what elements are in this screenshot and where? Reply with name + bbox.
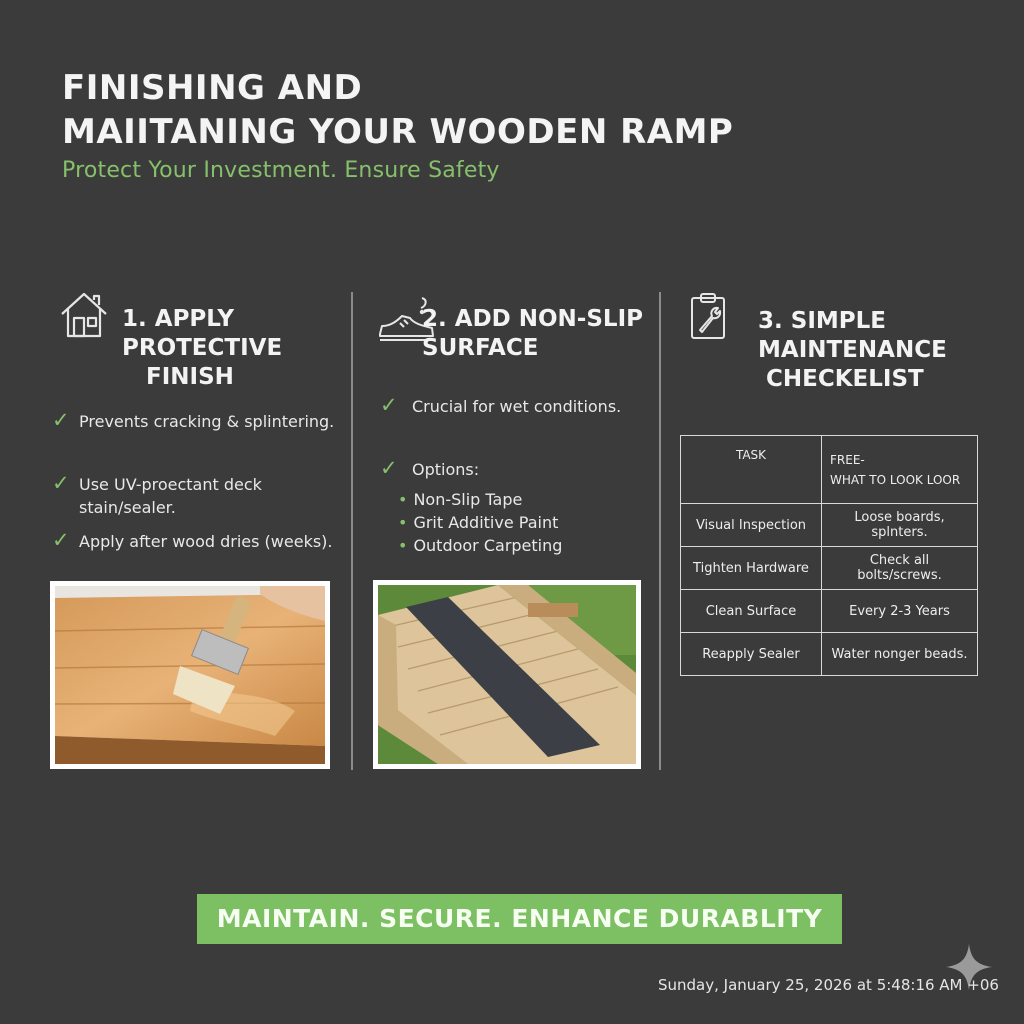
task-cell: Visual Inspection — [681, 504, 822, 547]
check-icon: ✓ — [52, 471, 70, 495]
column-1-title — [122, 305, 282, 392]
table-row — [681, 504, 978, 547]
task-cell: Reapply Sealer — [681, 633, 822, 676]
option-item: • Outdoor Carpeting — [398, 536, 563, 555]
column-divider-2 — [659, 292, 661, 770]
look-for-cell: Water nonger beads. — [822, 633, 978, 676]
check-icon: ✓ — [52, 408, 70, 432]
table-header-row — [681, 436, 978, 504]
column-3-title-text: SIMPLE MAINTENANCE CHECKELIST — [758, 308, 947, 392]
title-line-1: FINISHING AND — [62, 68, 363, 108]
header-col2-bottom: WHAT TO LOOK LOOR — [830, 472, 961, 487]
header-task: TASK — [681, 436, 822, 504]
column-2-bullet-1: Crucial for wet conditions. — [412, 397, 622, 416]
option-item: • Grit Additive Paint — [398, 513, 559, 532]
clipboard-wrench-icon — [690, 292, 726, 344]
title-line-2: MAIITANING YOUR WOODEN RAMP — [62, 112, 734, 152]
option-item: • Non-Slip Tape — [398, 490, 523, 509]
task-cell: Tighten Hardware — [681, 547, 822, 590]
table-row — [681, 547, 978, 590]
paintbrush-on-wood-photo — [50, 581, 330, 769]
bullet-dot-icon: • — [398, 490, 408, 509]
header-col2-top: FREE- — [830, 452, 865, 467]
column-2-number: 2. — [422, 306, 447, 332]
table-row — [681, 633, 978, 676]
page-subtitle: Protect Your Investment. Ensure Safety — [62, 158, 500, 183]
bullet-dot-icon: • — [398, 513, 408, 532]
bullet-dot-icon: • — [398, 536, 408, 555]
column-divider-1 — [351, 292, 353, 770]
column-2-title — [422, 305, 643, 363]
column-2-bullet-2: Options: — [412, 460, 480, 479]
table-row — [681, 590, 978, 633]
timestamp: Sunday, January 25, 2026 at 5:48:16 AM +06 — [658, 976, 999, 994]
check-icon: ✓ — [380, 456, 398, 480]
header-what-to-look-for — [822, 436, 978, 504]
task-cell: Clean Surface — [681, 590, 822, 633]
column-1-number: 1. — [122, 306, 147, 332]
look-for-cell: Every 2-3 Years — [822, 590, 978, 633]
page-title — [62, 66, 733, 154]
column-3-title — [758, 307, 947, 394]
column-1-bullet-2: Use UV-proectant deck stain/sealer. — [79, 475, 262, 517]
house-icon — [58, 290, 110, 344]
column-1-bullet-3: Apply after wood dries (weeks). — [79, 532, 333, 551]
column-1-bullet-1: Prevents cracking & splintering. — [79, 412, 335, 431]
footer-banner: MAINTAIN. SECURE. ENHANCE DURABLITY — [197, 894, 842, 944]
look-for-cell: Check all bolts/screws. — [822, 547, 978, 590]
column-2-title-text: ADD NON-SLIP SURFACE — [422, 306, 643, 361]
column-1-title-text: APPLY PROTECTIVE FINISH — [122, 306, 283, 390]
check-icon: ✓ — [380, 393, 398, 417]
ramp-with-non-slip-tape-photo — [373, 580, 641, 769]
check-icon: ✓ — [52, 528, 70, 552]
look-for-cell: Loose boards, splnters. — [822, 504, 978, 547]
maintenance-checklist-table — [680, 435, 978, 676]
column-3-number: 3. — [758, 308, 783, 334]
